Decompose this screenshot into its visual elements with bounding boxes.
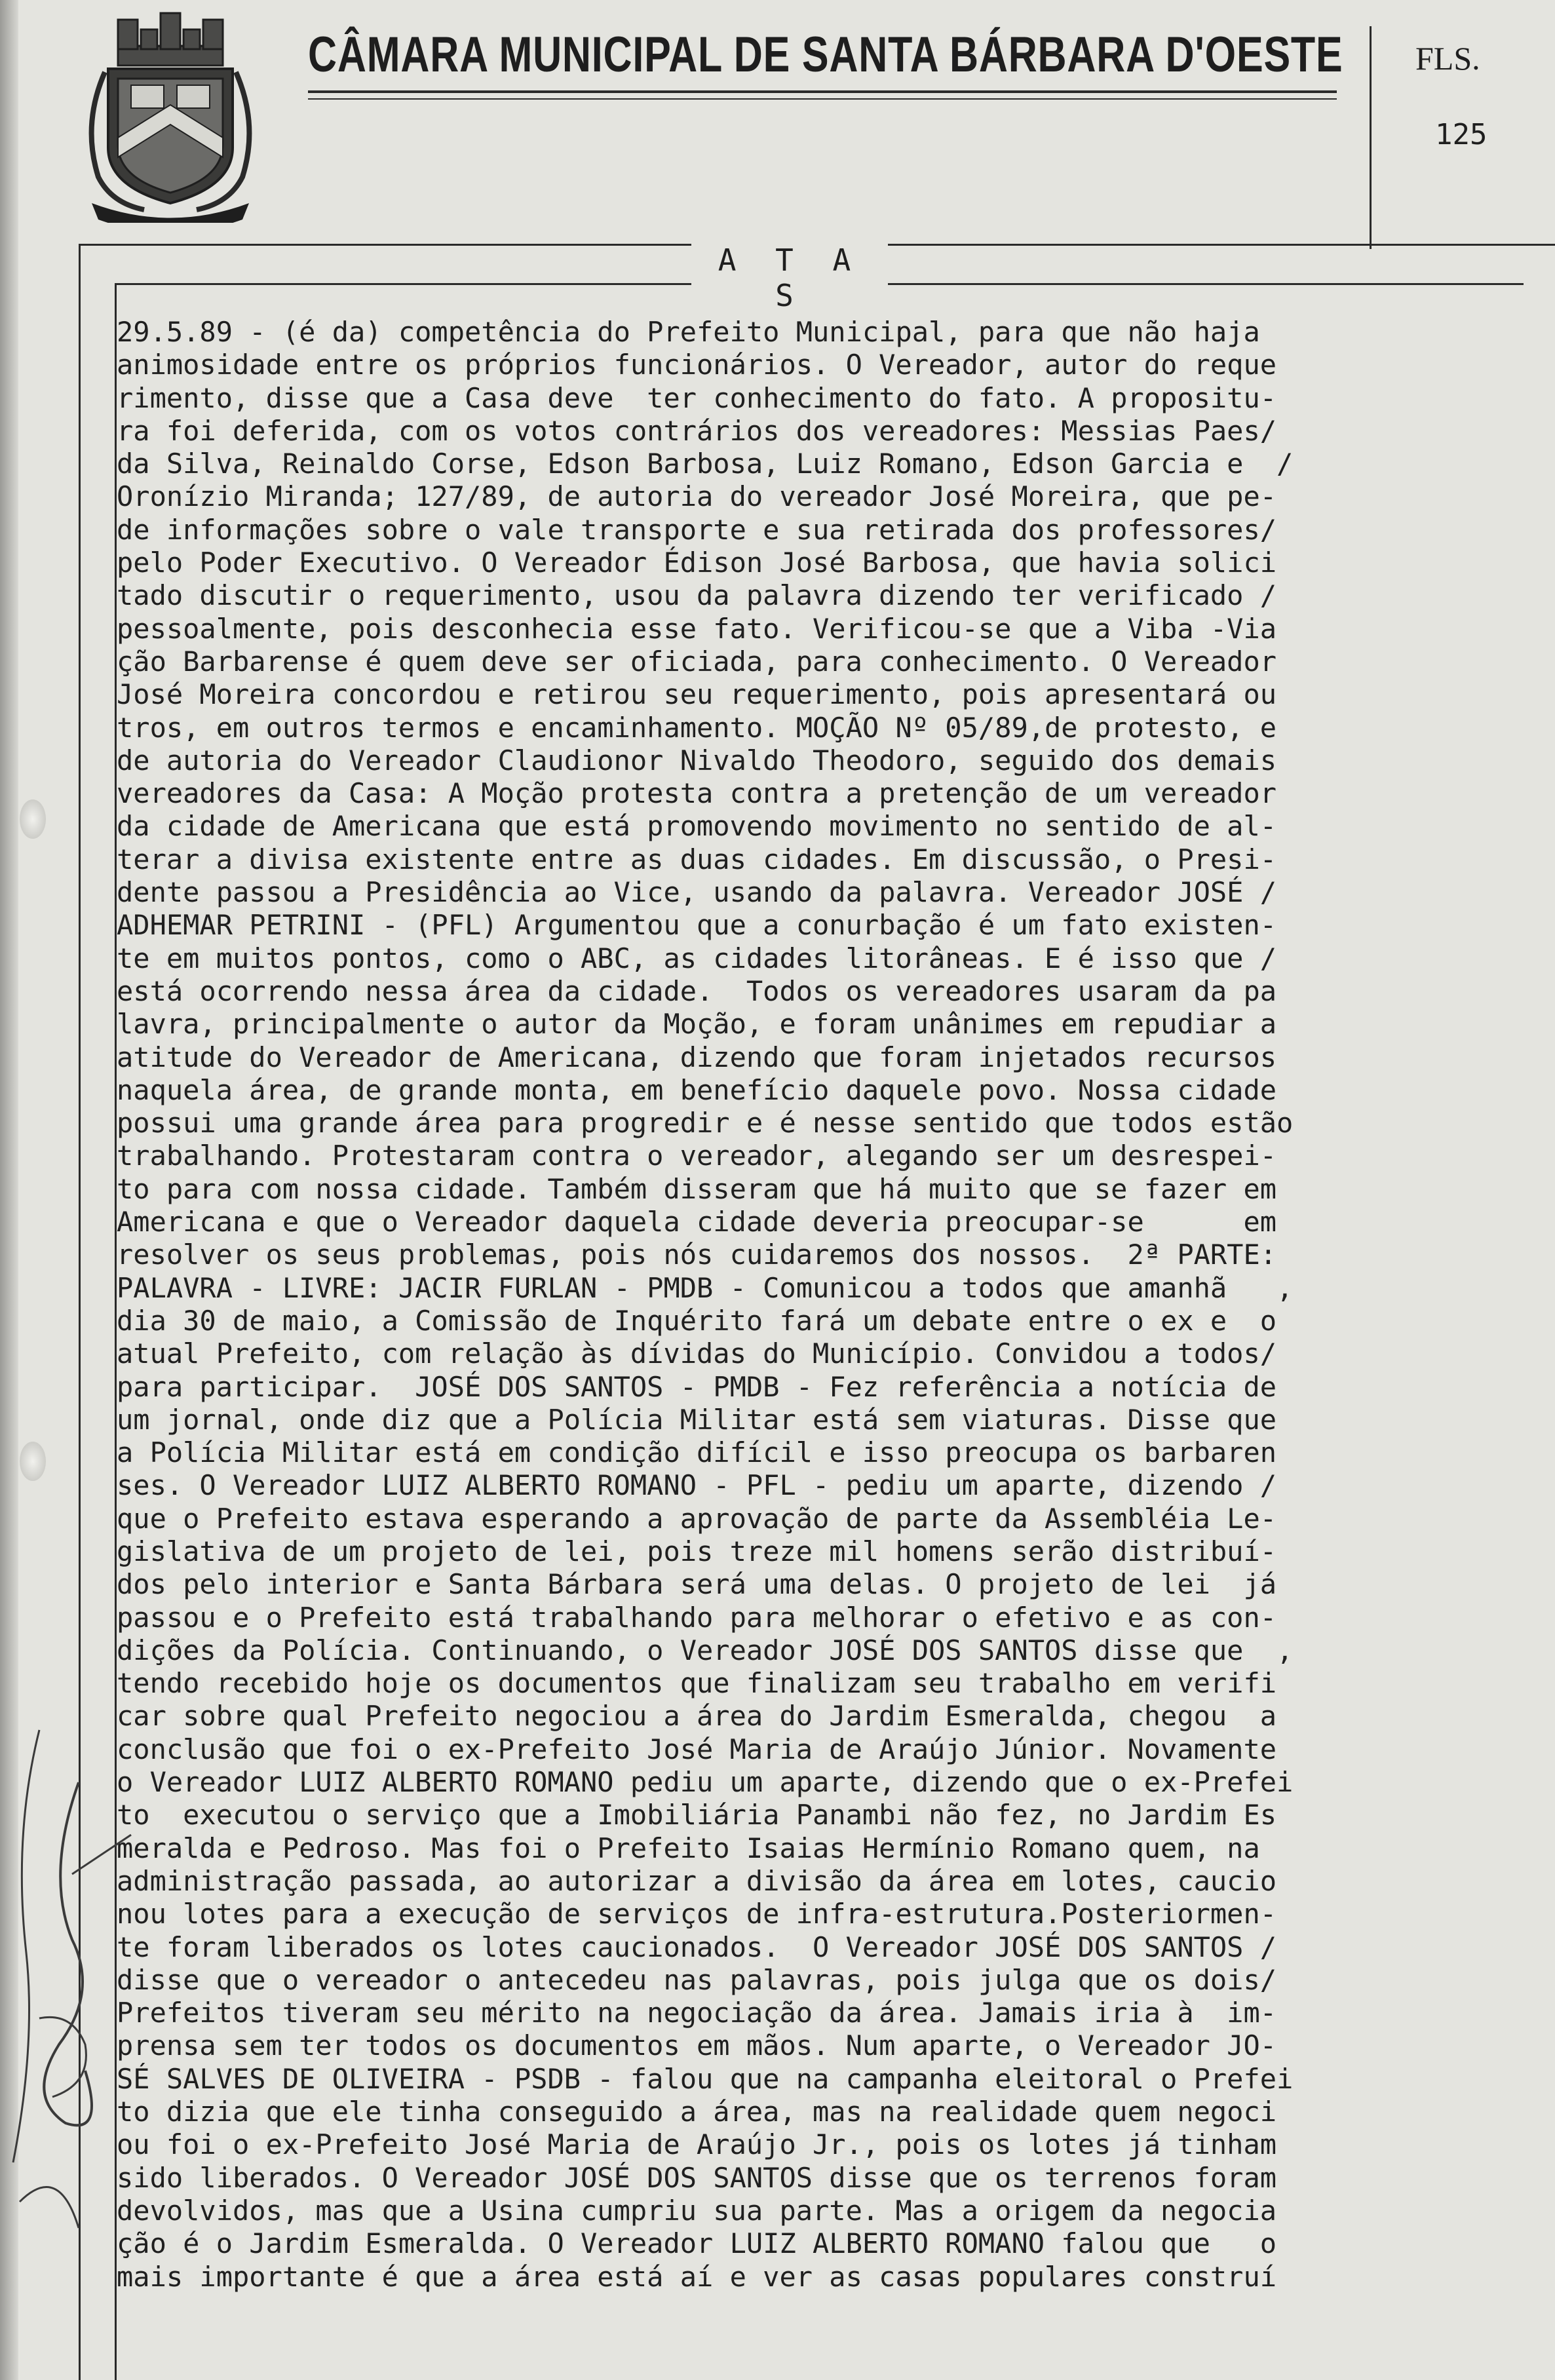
text-line: está ocorrendo nessa área da cidade. Todos os vereadores usaram da pa [117,974,1277,1007]
text-line: para participar. JOSÉ DOS SANTOS - PMDB - Fez referência a notícia de [117,1370,1277,1403]
page-number: 125 [1435,118,1488,151]
text-line: vereadores da Casa: A Moção protesta contra a pretenção de um vereador [117,777,1277,810]
text-line: resolver os seus problemas, pois nós cuidaremos dos nossos. 2ª PARTE: [117,1238,1277,1271]
text-line: disse que o vereador o antecedeu nas palavras, pois julga que os dois/ [117,1963,1277,1996]
text-line: sido liberados. O Vereador JOSÉ DOS SANTOS disse que os terrenos foram [117,2161,1277,2194]
text-line: lavra, principalmente o autor da Moção, e foram unânimes em repudiar a [117,1008,1277,1041]
text-line: a Polícia Militar está em condição difícil e isso preocupa os barbaren [117,1436,1277,1469]
text-line: José Moreira concordou e retirou seu requerimento, pois apresentará ou [117,678,1277,711]
text-line: ção é o Jardim Esmeralda. O Vereador LUIZ ALBERTO ROMANO falou que o [117,2227,1277,2260]
punch-hole [20,799,46,839]
fls-label: FLS. [1415,40,1480,77]
text-line: de autoria do Vereador Claudionor Nivaldo Theodoro, seguido dos demais [117,744,1277,777]
text-line: ou foi o ex-Prefeito José Maria de Araújo Jr., pois os lotes já tinham [117,2128,1277,2161]
text-line: nou lotes para a execução de serviços de infra-estrutura.Posteriormen- [117,1898,1277,1930]
text-line: pelo Poder Executivo. O Vereador Édison José Barbosa, que havia solici [117,547,1277,579]
text-line: rimento, disse que a Casa deve ter conhecimento do fato. A propositu- [117,381,1277,414]
text-line: o Vereador LUIZ ALBERTO ROMANO pediu um aparte, dizendo que o ex-Prefei [117,1766,1294,1799]
text-line: prensa sem ter todos os documentos em mãos. Num aparte, o Vereador JO- [117,2029,1277,2062]
text-line: ra foi deferida, com os votos contrários dos vereadores: Messias Paes/ [117,414,1277,447]
text-line: to dizia que ele tinha conseguido a área, mas na realidade quem negoci [117,2096,1277,2128]
section-title: A T A S [718,242,862,313]
punch-hole [20,1442,46,1481]
text-line: Prefeitos tiveram seu mérito na negociação da área. Jamais iria à im- [117,1997,1277,2029]
text-line: da Silva, Reinaldo Corse, Edson Barbosa, Luiz Romano, Edson Garcia e / [117,448,1294,480]
minutes-text [117,316,1532,2294]
text-line: dos pelo interior e Santa Bárbara será uma delas. O projeto de lei já [117,1568,1277,1601]
frame-rule [888,244,1555,246]
text-line: tado discutir o requerimento, usou da palavra dizendo ter verificado / [117,579,1277,612]
text-line: passou e o Prefeito está trabalhando para melhorar o efetivo e as con- [117,1601,1277,1634]
header-divider [1370,26,1372,249]
text-line: naquela área, de grande monta, em benefício daquele povo. Nossa cidade [117,1073,1277,1106]
text-line: meralda e Pedroso. Mas foi o Prefeito Isaias Hermínio Romano quem, na [117,1832,1260,1864]
text-line: ses. O Vereador LUIZ ALBERTO ROMANO - PFL - pediu um aparte, dizendo / [117,1469,1277,1502]
text-line: PALAVRA - LIVRE: JACIR FURLAN - PMDB - Comunicou a todos que amanhã , [117,1271,1294,1304]
frame-rule [79,244,691,246]
text-line: Oronízio Miranda; 127/89, de autoria do vereador José Moreira, que pe- [117,480,1277,513]
text-line: atitude do Vereador de Americana, dizendo que foram injetados recursos [117,1041,1277,1073]
text-line: 29.5.89 - (é da) competência do Prefeito Municipal, para que não haja [117,316,1260,348]
text-line: terar a divisa existente entre as duas cidades. Em discussão, o Presi- [117,843,1277,875]
text-line: SÉ SALVES DE OLIVEIRA - PSDB - falou que na campanha eleitoral o Prefei [117,2062,1294,2095]
text-line: dente passou a Presidência ao Vice, usando da palavra. Vereador JOSÉ / [117,876,1277,909]
text-line: dições da Polícia. Continuando, o Vereador JOSÉ DOS SANTOS disse que , [117,1634,1294,1666]
coat-of-arms-icon [79,7,262,223]
text-line: to executou o serviço que a Imobiliária Panambi não fez, no Jardim Es [117,1799,1277,1832]
text-line: um jornal, onde diz que a Polícia Militar está sem viaturas. Disse que [117,1403,1277,1436]
text-line: ção Barbarense é quem deve ser oficiada, para conhecimento. O Vereador [117,645,1277,678]
header-rule [308,90,1337,93]
inner-frame-rule [115,283,691,285]
header-rule-thin [308,98,1337,100]
text-line: devolvidos, mas que a Usina cumpriu sua parte. Mas a origem da negocia [117,2194,1277,2227]
text-line: tros, em outros termos e encaminhamento. MOÇÃO Nº 05/89,de protesto, e [117,711,1277,744]
text-line: te foram liberados os lotes caucionados. O Vereador JOSÉ DOS SANTOS / [117,1930,1277,1963]
text-line: to para com nossa cidade. Também disseram que há muito que se fazer em [117,1172,1277,1205]
text-line: pessoalmente, pois desconhecia esse fato. Verificou-se que a Viba -Via [117,612,1277,645]
inner-frame-rule [888,283,1524,285]
text-line: Americana e que o Vereador daquela cidade deveria preocupar-se em [117,1206,1277,1238]
text-line: atual Prefeito, com relação às dívidas do Município. Convidou a todos/ [117,1337,1277,1370]
text-line: gislativa de um projeto de lei, pois treze mil homens serão distribuí- [117,1535,1277,1567]
council-title: CÂMARA MUNICIPAL DE SANTA BÁRBARA D'OESTE [308,27,1343,83]
text-line: tendo recebido hoje os documentos que finalizam seu trabalho em verifi [117,1667,1277,1700]
text-line: dia 30 de maio, a Comissão de Inquérito fará um debate entre o ex e o [117,1304,1277,1337]
text-line: te em muitos pontos, como o ABC, as cidades litorâneas. E é isso que / [117,942,1277,974]
text-line: trabalhando. Protestaram contra o vereador, alegando ser um desrespei- [117,1140,1277,1172]
text-line: car sobre qual Prefeito negociou a área do Jardim Esmeralda, chegou a [117,1700,1277,1733]
margin-signature [0,1704,157,2294]
text-line: conclusão que foi o ex-Prefeito José Maria de Araújo Júnior. Novamente [117,1733,1277,1765]
text-line: mais importante é que a área está aí e ver as casas populares construí [117,2260,1277,2293]
text-line: animosidade entre os próprios funcionários. O Vereador, autor do reque [117,349,1277,381]
text-line: ADHEMAR PETRINI - (PFL) Argumentou que a conurbação é um fato existen- [117,909,1277,942]
text-line: de informações sobre o vale transporte e sua retirada dos professores/ [117,513,1277,546]
text-line: da cidade de Americana que está promovendo movimento no sentido de al- [117,810,1277,843]
text-line: administração passada, ao autorizar a divisão da área em lotes, caucio [117,1864,1277,1897]
text-line: que o Prefeito estava esperando a aprovação de parte da Assembléia Le- [117,1502,1277,1535]
text-line: possui uma grande área para progredir e é nesse sentido que todos estão [117,1107,1294,1140]
